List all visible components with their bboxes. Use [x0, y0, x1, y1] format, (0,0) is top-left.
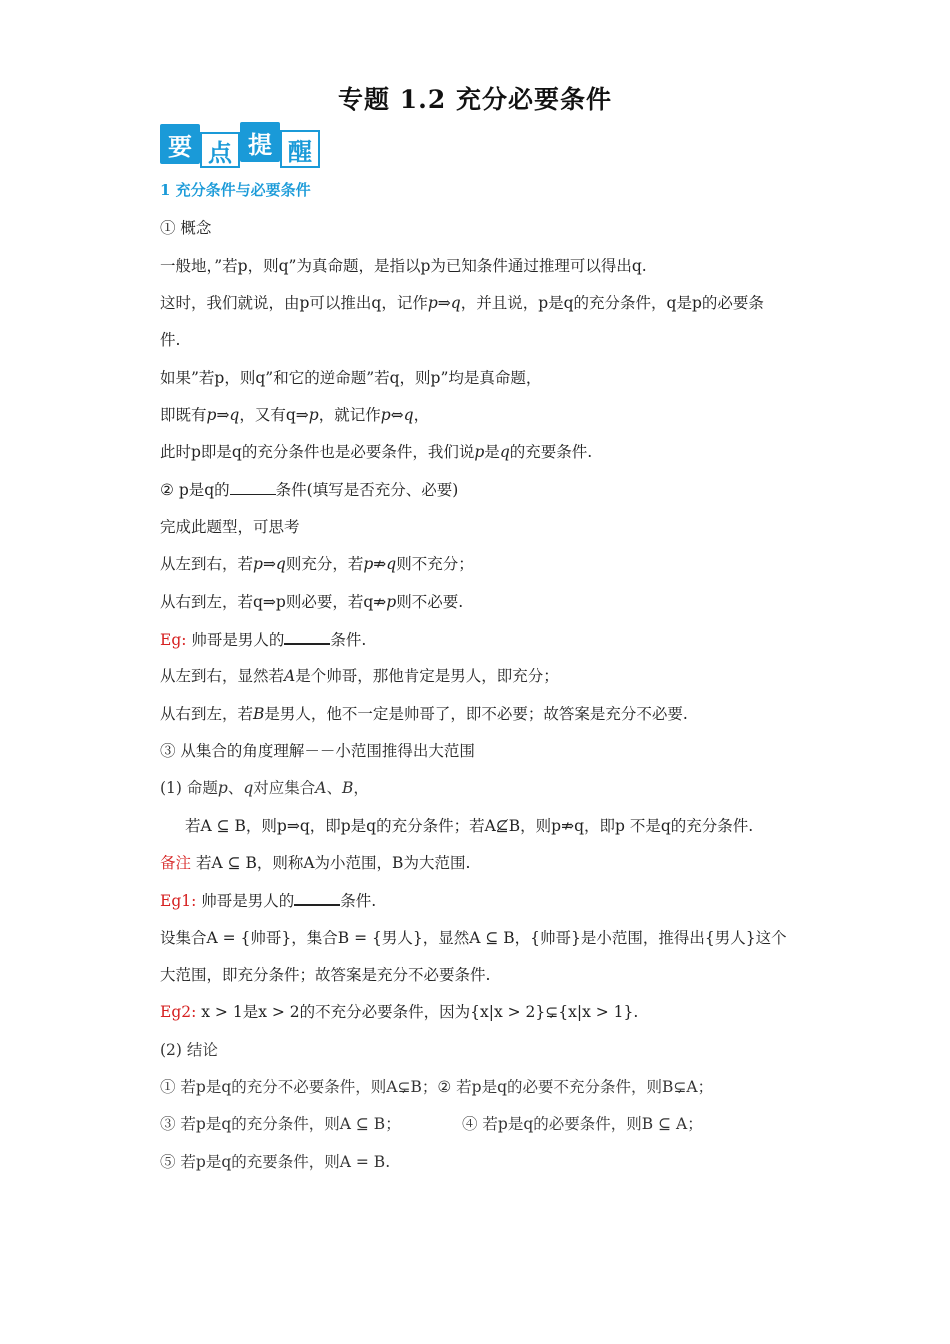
key-points-badge [160, 122, 320, 168]
text: ，并且说，p是q的充分条件，q是p的必要条 [460, 294, 764, 312]
part2-line-1: 完成此题型，可思考 [160, 518, 300, 536]
text: 对应集合 [253, 779, 316, 797]
text: 从左到右，若 [160, 555, 254, 573]
fill-blank [294, 890, 340, 906]
eg-label: Eg2: [160, 1003, 197, 1021]
fill-blank [284, 629, 330, 645]
part3-line-2: 若A ⊆ B，则p⇒q，即p是q的充分条件；若A⊈B，则p⇏q，即p 不是q的充分条件. [185, 817, 754, 835]
text: 帅哥是男人的 [186, 631, 285, 649]
formula: p⇒q [427, 294, 461, 312]
text: 帅哥是男人的 [196, 892, 295, 910]
text: ，就记作 [318, 406, 381, 424]
part3-eg1 [160, 890, 376, 911]
section-heading: 1 充分条件与必要条件 [160, 181, 311, 199]
formula: A [284, 667, 296, 685]
text: 条件. [330, 631, 367, 649]
conclusion-label: (2) 结论 [160, 1041, 218, 1059]
conclusion-line-3: ③ 若p是q的充分条件，则A ⊆ B； [160, 1115, 401, 1133]
eg-label: Eg1: [160, 892, 197, 910]
text: 是 [484, 443, 500, 461]
formula: B [342, 779, 354, 797]
concept-line-2 [160, 293, 764, 313]
conclusion-line-4: ④ 若p是q的必要条件，则B ⊆ A； [462, 1115, 703, 1133]
text: ② p是q的 [160, 481, 230, 499]
concept-line-4: 如果”若p，则q”和它的逆命题”若q，则p”均是真命题， [160, 369, 542, 387]
text: 这时，我们就说，由p可以推出q，记作 [160, 294, 428, 312]
formula: p⇒q [206, 406, 240, 424]
text: ， [353, 779, 369, 797]
text: 则充分，若 [285, 555, 364, 573]
page-title: 专题 1.2 充分必要条件 [338, 85, 612, 114]
formula: p [386, 593, 397, 611]
formula: p⇏q [363, 555, 397, 573]
formula: p⇔q [380, 406, 414, 424]
conclusion-line-1: ① 若p是q的充分不必要条件，则A⊊B；② 若p是q的必要不充分条件，则B⊊A； [160, 1078, 714, 1096]
part2-example [160, 629, 366, 650]
formula: p [217, 779, 228, 797]
text: 则不充分； [396, 555, 474, 573]
text: 条件. [340, 892, 377, 910]
formula: p [308, 406, 319, 424]
text: 即既有 [160, 406, 207, 424]
part3-eg2 [160, 1002, 638, 1022]
note-label: 备注 [160, 854, 192, 872]
text: (1) 命题 [160, 779, 218, 797]
text: 若A ⊆ B，则称A为小范围，B为大范围. [191, 854, 471, 872]
concept-line-1: 一般地，”若p，则q”为真命题，是指以p为已知条件通过推理可以得出q. [160, 257, 647, 275]
part2-line-5 [160, 704, 688, 724]
text: 、 [326, 779, 343, 797]
text: 、 [227, 779, 244, 797]
badge-char-4: 醒 [280, 130, 320, 168]
text: 从右到左，若q⇒p则必要，若q⇏ [160, 593, 387, 611]
concept-line-5 [160, 405, 429, 425]
concept-line-6 [160, 442, 592, 462]
fill-blank [230, 480, 276, 495]
part2-label [160, 480, 458, 500]
formula: p⇒q [253, 555, 286, 573]
concept-label: ① 概念 [160, 219, 212, 237]
concept-line-3: 件. [160, 331, 181, 349]
part3-eg1-line-2: 大范围，即充分条件；故答案是充分不必要条件. [160, 966, 491, 984]
part2-line-2 [160, 554, 474, 574]
text: 是男人，他不一定是帅哥了，即不必要；故答案是充分不必要. [264, 705, 688, 723]
text: ，又有q⇒ [239, 406, 309, 424]
part2-line-3 [160, 592, 463, 612]
formula: q [499, 443, 510, 461]
part3-eg1-line-1: 设集合A = {帅哥}，集合B = {男人}，显然A ⊆ B，{帅哥}是小范围，推得出{男人}这个 [160, 929, 787, 947]
text: ， [413, 406, 430, 424]
badge-char-2: 点 [200, 132, 240, 168]
formula: B [253, 705, 265, 723]
part3-note [160, 853, 470, 873]
badge-char-1: 要 [160, 124, 200, 164]
part3-label: ③ 从集合的角度理解－－小范围推得出大范围 [160, 742, 475, 760]
text: 的充要条件. [509, 443, 593, 461]
conclusion-line-5: ⑤ 若p是q的充要条件，则A = B. [160, 1153, 391, 1171]
text: 则不必要. [396, 593, 464, 611]
badge-char-3: 提 [240, 122, 280, 162]
text: 是个帅哥，那他肯定是男人，即充分； [295, 667, 559, 685]
text: 此时p即是q的充分条件也是必要条件，我们说 [160, 443, 475, 461]
text: 从左到右，显然若 [160, 667, 285, 685]
text: 从右到左，若 [160, 705, 254, 723]
text: 条件(填写是否充分、必要) [275, 481, 459, 499]
eg-label: Eg: [160, 631, 187, 649]
formula: p [474, 443, 485, 461]
text: x > 1是x > 2的不充分必要条件，因为{x|x > 2}⊊{x|x > 1}. [196, 1003, 639, 1021]
part3-line-1 [160, 778, 369, 798]
formula: q [243, 779, 254, 797]
part2-line-4 [160, 666, 559, 686]
formula: A [315, 779, 327, 797]
